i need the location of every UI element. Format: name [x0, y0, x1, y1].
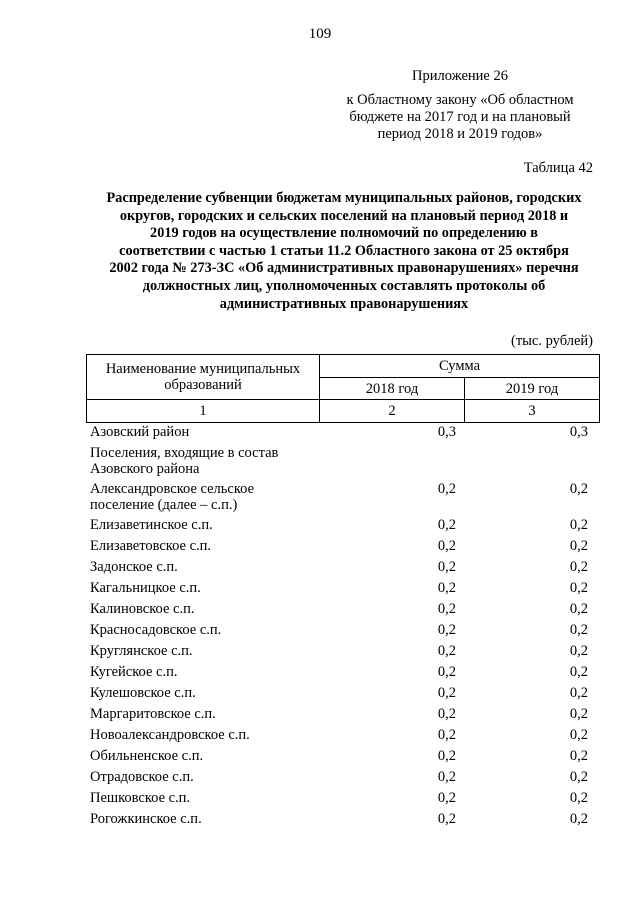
table-row: [86, 664, 600, 680]
row-name: [86, 424, 315, 440]
title-line: округов, городских и сельских поселений на плановый период 2018 и: [119, 207, 569, 224]
page-number: 109: [308, 26, 332, 42]
appendix-line-2: бюджете на 2017 год и на плановый: [349, 109, 571, 125]
value-2018: 0,2: [437, 580, 456, 596]
value-2018: 0,2: [437, 643, 456, 659]
row-name: [86, 622, 315, 638]
appendix-line-3: период 2018 и 2019 годов»: [377, 126, 543, 142]
row-name-line: Азовского района: [90, 461, 200, 477]
title-line: 2002 года № 273-ЗС «Об административных правонарушениях» перечня: [109, 260, 579, 277]
table-row: [86, 790, 600, 806]
table-row: [86, 727, 600, 743]
table-label: Таблица 42: [523, 160, 593, 176]
value-2018: 0,2: [437, 517, 456, 533]
header-name-cell: [87, 355, 320, 400]
table-row: [86, 559, 600, 575]
table-body: [86, 424, 600, 832]
row-name-line: Рогожкинское с.п.: [90, 811, 202, 827]
value-2019: 0,2: [569, 559, 588, 575]
row-name: [86, 706, 315, 722]
value-2018: 0,2: [437, 664, 456, 680]
value-2019: 0,2: [569, 481, 588, 497]
row-name-line: Елизаветовское с.п.: [90, 538, 212, 554]
row-name: [86, 517, 315, 533]
title-line: должностных лиц, уполномоченных составлять протоколы об: [142, 277, 546, 294]
value-2018: 0,2: [437, 481, 456, 497]
table-row: [86, 622, 600, 638]
row-name-line: Маргаритовское с.п.: [90, 706, 216, 722]
row-name-line: Отрадовское с.п.: [90, 769, 194, 785]
value-2019: 0,2: [569, 811, 588, 827]
row-name: [86, 538, 315, 554]
row-name: [86, 811, 315, 827]
title-line: соответствии с частью 1 статьи 11.2 Областного закона от 25 октября: [119, 242, 569, 259]
appendix-block: [330, 68, 590, 143]
value-2019: 0,2: [569, 580, 588, 596]
row-name: [86, 580, 315, 596]
value-2018: 0,2: [437, 811, 456, 827]
value-2019: 0,3: [569, 424, 588, 440]
value-2019: 0,2: [569, 517, 588, 533]
table-row: [86, 481, 600, 513]
row-name-line: Калиновское с.п.: [90, 601, 195, 617]
row-name-line: Кулешовское с.п.: [90, 685, 196, 701]
value-2018: 0,2: [437, 748, 456, 764]
row-name: [86, 481, 315, 513]
value-2018: 0,2: [437, 790, 456, 806]
value-2019: 0,2: [569, 790, 588, 806]
table-row: [86, 643, 600, 659]
value-2019: 0,2: [569, 769, 588, 785]
row-name: [86, 685, 315, 701]
row-name-line: Обильненское с.п.: [90, 748, 204, 764]
table-header: [86, 354, 600, 423]
header-name-line-2: образований: [164, 377, 242, 393]
title-line: Распределение субвенции бюджетам муниципальных районов, городских: [106, 190, 582, 206]
row-name: [86, 769, 315, 785]
table-row: [86, 685, 600, 701]
header-col-1: 1: [87, 400, 320, 423]
row-name-line: Елизаветинское с.п.: [90, 517, 213, 533]
header-name-line-1: Наименование муниципальных: [105, 361, 301, 377]
row-name: [86, 790, 315, 806]
table-row: [86, 769, 600, 785]
row-name-line: Азовский район: [90, 424, 190, 440]
value-2019: 0,2: [569, 643, 588, 659]
row-name: [86, 664, 315, 680]
row-name: [86, 601, 315, 617]
value-2018: 0,2: [437, 706, 456, 722]
value-2019: 0,2: [569, 706, 588, 722]
row-name-line: Кугейское с.п.: [90, 664, 178, 680]
table-row: [86, 706, 600, 722]
value-2018: 0,2: [437, 559, 456, 575]
table-row: [86, 445, 600, 477]
header-sum-cell: Сумма: [320, 355, 600, 378]
header-year-2018: 2018 год: [320, 378, 465, 400]
table-row: [86, 601, 600, 617]
header-col-2: 2: [320, 400, 465, 423]
row-name-line: Кагальницкое с.п.: [90, 580, 201, 596]
value-2018: 0,2: [437, 601, 456, 617]
row-name-line: Красносадовское с.п.: [90, 622, 222, 638]
row-name-line: Поселения, входящие в состав: [90, 445, 279, 461]
row-name: [86, 643, 315, 659]
value-2018: 0,3: [437, 424, 456, 440]
row-name-line: Круглянское с.п.: [90, 643, 193, 659]
value-2018: 0,2: [437, 622, 456, 638]
title-line: 2019 годов на осуществление полномочий по определению в: [150, 225, 538, 242]
value-2019: 0,2: [569, 538, 588, 554]
row-name: [86, 727, 315, 743]
row-name: [86, 559, 315, 575]
row-name: [86, 445, 315, 477]
value-2019: 0,2: [569, 685, 588, 701]
title-line: административных правонарушениях: [219, 295, 469, 312]
row-name: [86, 748, 315, 764]
value-2018: 0,2: [437, 727, 456, 743]
document-title: [88, 190, 600, 313]
row-name-line: поселение (далее – с.п.): [90, 497, 238, 513]
table-row: [86, 517, 600, 533]
table-row: [86, 424, 600, 440]
table-row: [86, 811, 600, 827]
value-2019: 0,2: [569, 748, 588, 764]
units-label: (тыс. рублей): [511, 333, 593, 349]
table-row: [86, 748, 600, 764]
row-name-line: Пешковское с.п.: [90, 790, 191, 806]
row-name-line: Александровское сельское: [90, 481, 255, 497]
table-row: [86, 580, 600, 596]
header-col-3: 3: [465, 400, 600, 423]
value-2019: 0,2: [569, 601, 588, 617]
table-row: [86, 538, 600, 554]
value-2018: 0,2: [437, 769, 456, 785]
row-name-line: Новоалександровское с.п.: [90, 727, 250, 743]
appendix-line-1: к Областному закону «Об областном: [346, 92, 574, 108]
value-2019: 0,2: [569, 727, 588, 743]
value-2018: 0,2: [437, 538, 456, 554]
value-2018: 0,2: [437, 685, 456, 701]
header-year-2019: 2019 год: [465, 378, 600, 400]
value-2019: 0,2: [569, 664, 588, 680]
value-2019: 0,2: [569, 622, 588, 638]
row-name-line: Задонское с.п.: [90, 559, 178, 575]
appendix-title: Приложение 26: [412, 68, 508, 84]
